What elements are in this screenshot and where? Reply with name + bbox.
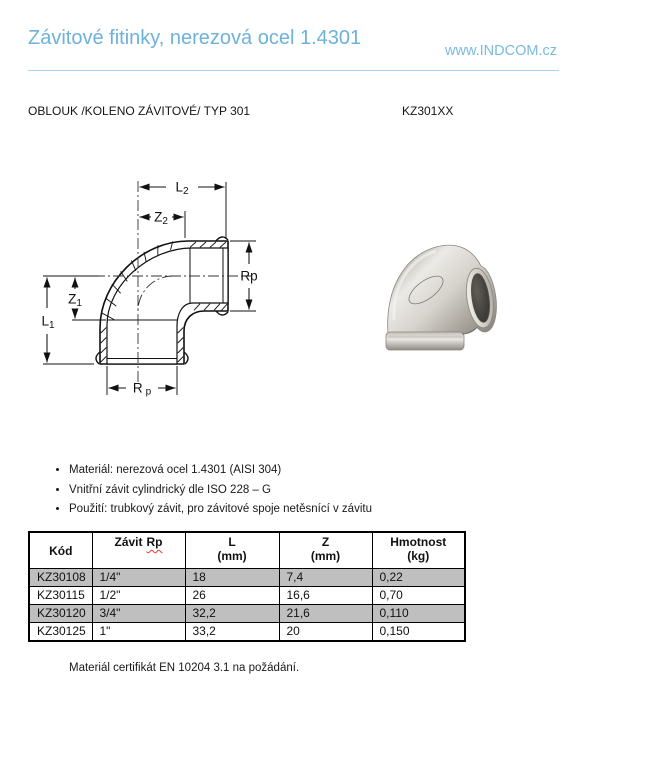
cell-kod: KZ30120 — [29, 605, 92, 623]
cell-l: 18 — [185, 569, 279, 587]
photo-flange — [386, 332, 464, 350]
bullet-list — [52, 464, 372, 523]
cell-zavit: 1" — [92, 623, 185, 642]
bullet-item: • Materiál: nerezová ocel 1.4301 (AISI 304) — [69, 464, 372, 477]
cell-z: 21,6 — [279, 605, 372, 623]
dim-label-rp-bottom: R p — [132, 380, 152, 398]
cell-hmotnost: 0,150 — [372, 623, 465, 642]
dim-label-l1: L1 — [41, 313, 55, 331]
cell-hmotnost: 0,110 — [372, 605, 465, 623]
col-header-z: Z (mm) — [279, 532, 372, 569]
col-header-kod: Kód — [29, 532, 92, 569]
cell-z: 20 — [279, 623, 372, 642]
footer-note: Materiál certifikát EN 10204 3.1 na požádání. — [69, 662, 300, 674]
product-code: KZ301XX — [402, 104, 454, 118]
spec-table-header — [29, 532, 465, 569]
cell-z: 16,6 — [279, 587, 372, 605]
cell-zavit: 3/4" — [92, 605, 185, 623]
technical-drawing — [38, 168, 290, 416]
dim-label-z2: Z2 — [154, 209, 168, 227]
product-heading: OBLOUK /KOLENO ZÁVITOVÉ/ TYP 301 — [28, 104, 251, 118]
spellcheck-underline: Rp — [146, 535, 163, 549]
cell-hmotnost: 0,22 — [372, 569, 465, 587]
cell-l: 26 — [185, 587, 279, 605]
bullet-item: • Vnitřní závit cylindrický dle ISO 228 – G — [69, 484, 372, 497]
cell-kod: KZ30108 — [29, 569, 92, 587]
header-rule — [28, 70, 559, 71]
col-header-zavit: Závit Rp — [92, 532, 185, 569]
dim-label-l2: L2 — [175, 179, 189, 197]
spec-table — [28, 531, 466, 642]
product-photo — [378, 230, 508, 356]
col-header-l: L (mm) — [185, 532, 279, 569]
cell-zavit: 1/2" — [92, 587, 185, 605]
dim-label-z1: Z1 — [68, 291, 82, 309]
dim-label-rp-right: Rp — [240, 268, 258, 284]
table-row — [29, 569, 465, 587]
table-row — [29, 605, 465, 623]
spec-table-body — [29, 569, 465, 642]
table-row — [29, 623, 465, 642]
cell-l: 32,2 — [185, 605, 279, 623]
cell-kod: KZ30115 — [29, 587, 92, 605]
cell-z: 7,4 — [279, 569, 372, 587]
col-header-hmotnost: Hmotnost (kg) — [372, 532, 465, 569]
cell-zavit: 1/4" — [92, 569, 185, 587]
cell-l: 33,2 — [185, 623, 279, 642]
website-link[interactable]: www.INDCOM.cz — [445, 43, 557, 59]
page-title: Závitové fitinky, nerezová ocel 1.4301 — [28, 27, 362, 50]
cell-kod: KZ30125 — [29, 623, 92, 642]
cell-hmotnost: 0,70 — [372, 587, 465, 605]
bullet-item: • Použití: trubkový závit, pro závitové spoje netěsnící v závitu — [69, 503, 372, 516]
table-row — [29, 587, 465, 605]
